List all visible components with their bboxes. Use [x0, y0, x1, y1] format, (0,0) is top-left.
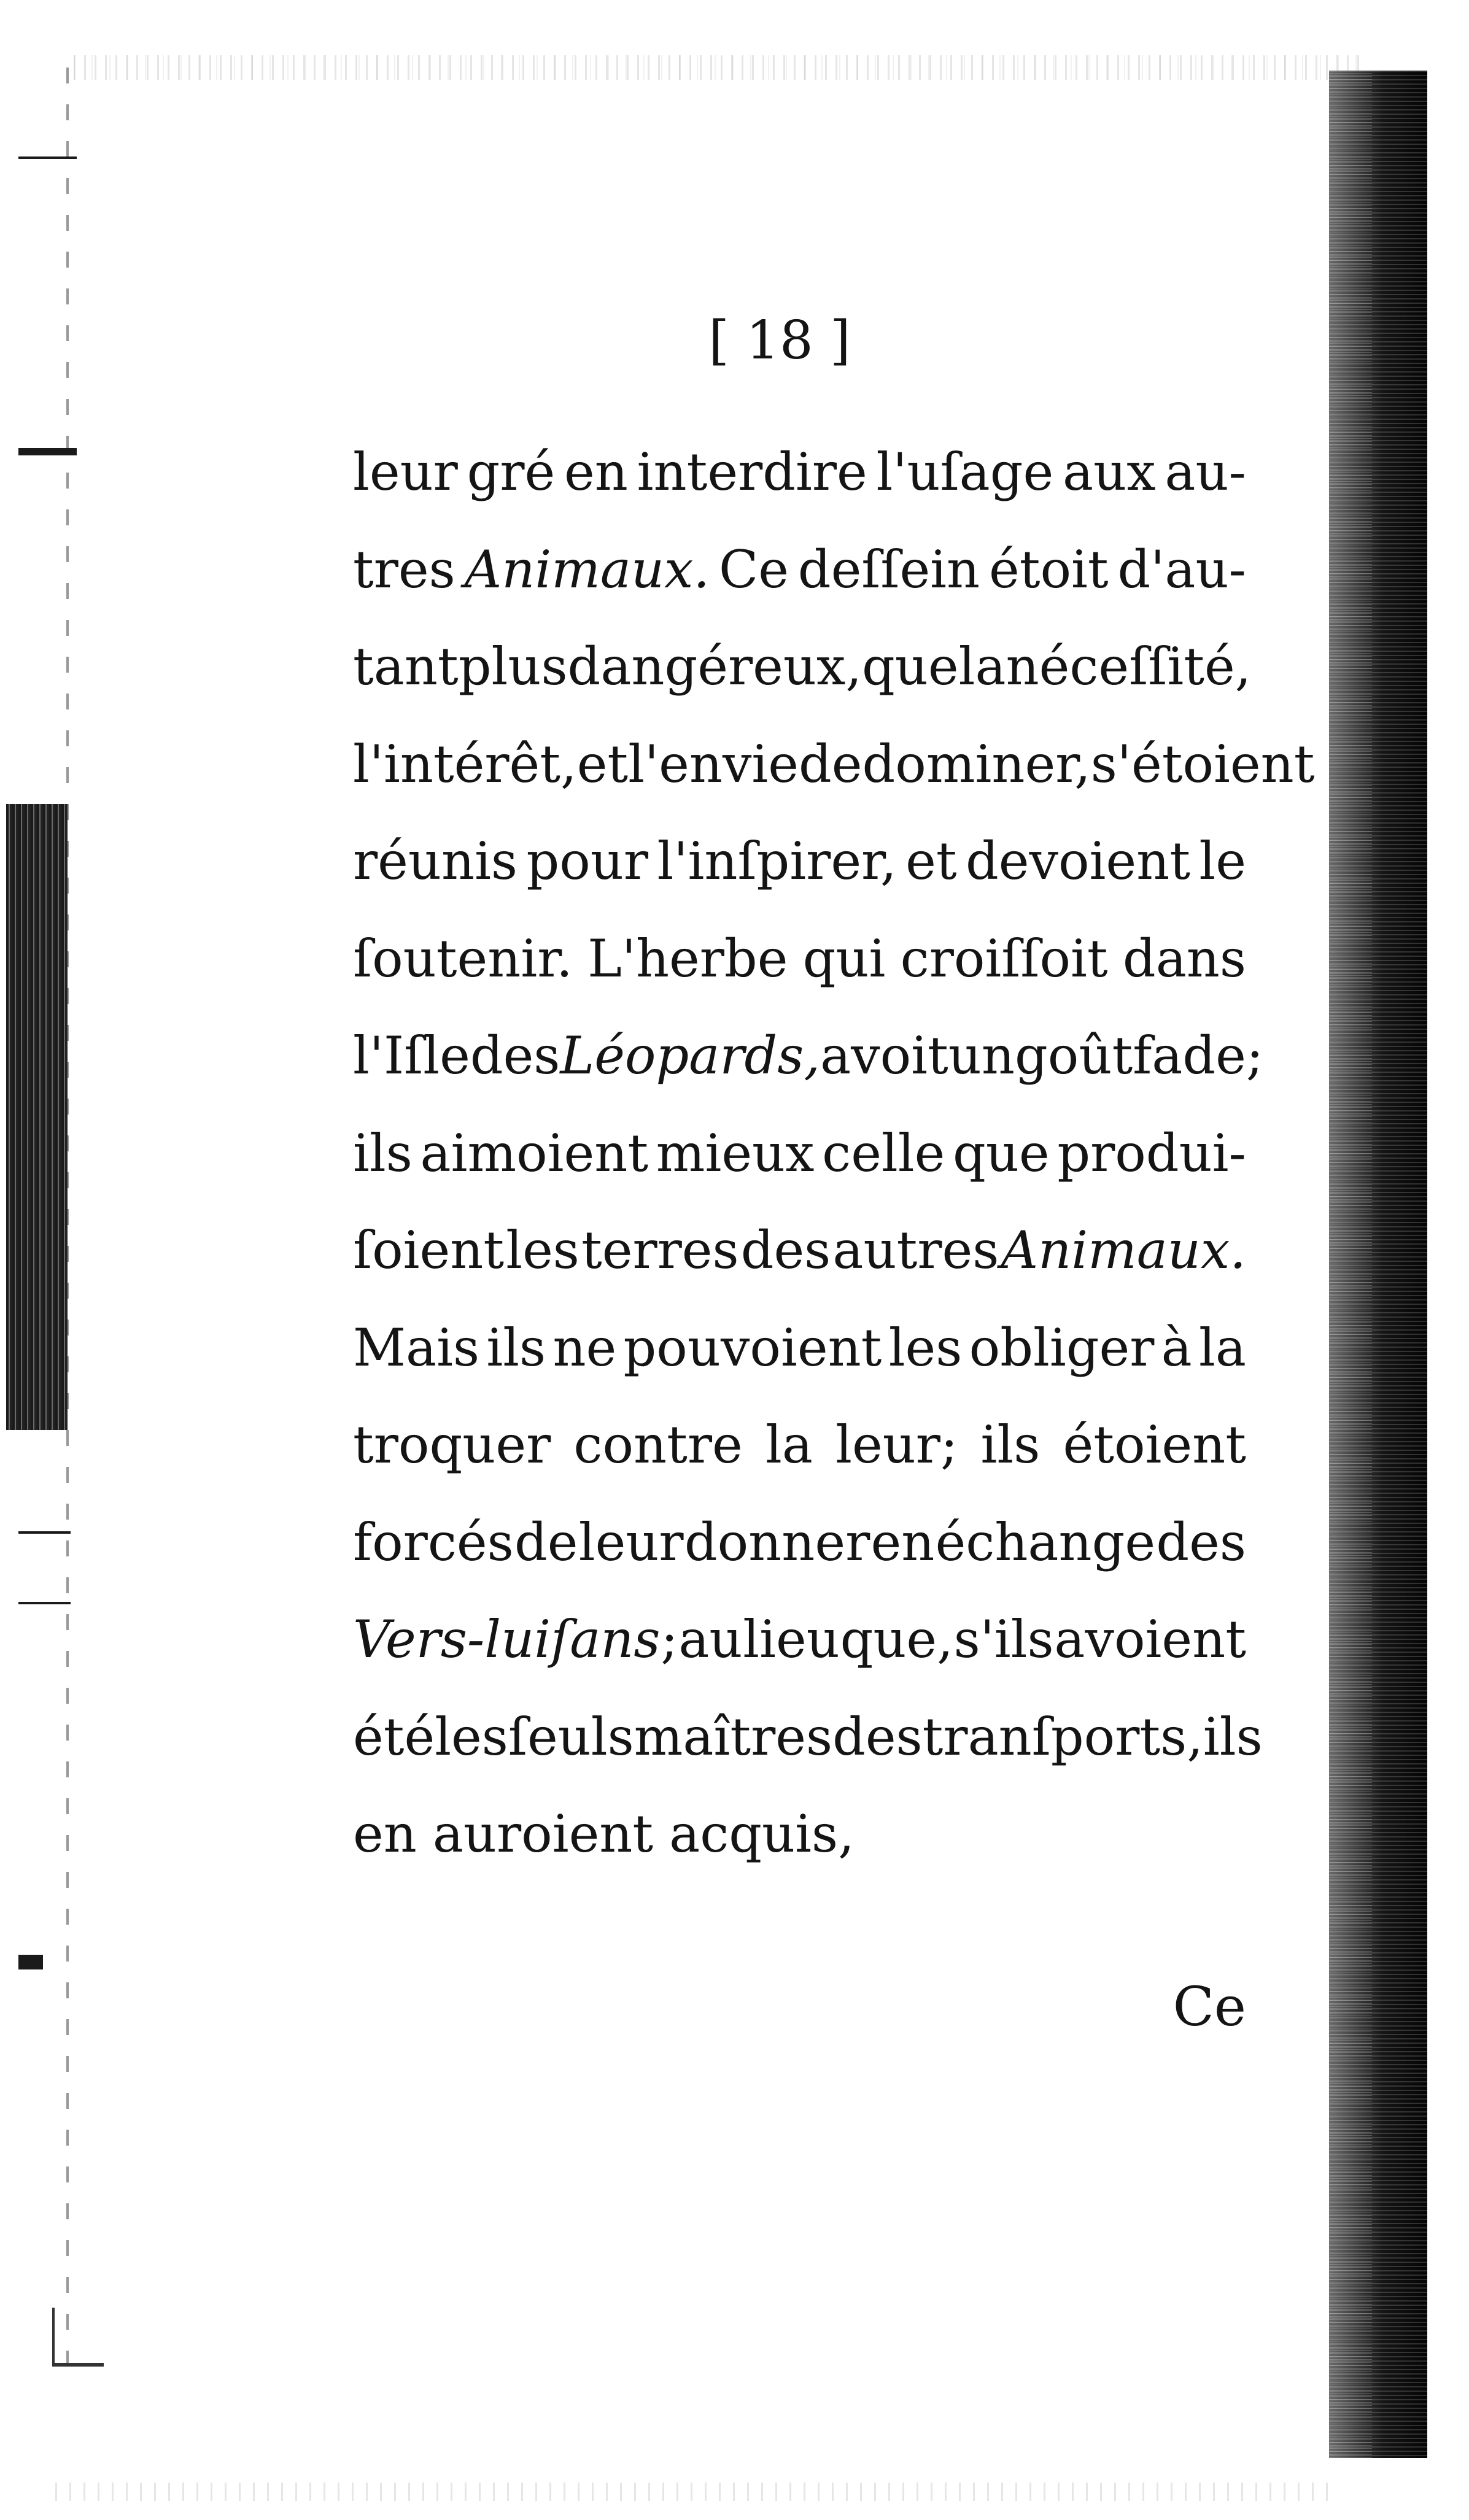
- text-line: [353, 813, 1246, 910]
- text-line: [353, 1202, 1246, 1299]
- body-text: [353, 423, 1315, 1883]
- left-margin-mark: [18, 1531, 71, 1534]
- word: que: [862, 636, 959, 697]
- italic-word: Animaux.: [464, 539, 710, 600]
- word: réunis: [353, 831, 518, 891]
- word: que,: [840, 1609, 953, 1669]
- word: gré: [467, 442, 556, 502]
- word: étoient: [1063, 1415, 1246, 1475]
- word: tant: [353, 636, 459, 697]
- word: des: [1156, 1512, 1246, 1572]
- word: des: [740, 1220, 831, 1280]
- word: ils: [1203, 1706, 1263, 1767]
- word: l'intérêt,: [353, 733, 577, 794]
- word: d'au-: [1117, 539, 1246, 600]
- book-gutter-texture: [1329, 71, 1372, 2458]
- word: aux: [1063, 442, 1156, 502]
- word: les: [888, 1317, 963, 1378]
- word: l'inſpirer,: [657, 831, 897, 891]
- word: pouvoient: [623, 1317, 882, 1378]
- word: ;: [661, 1609, 678, 1669]
- text-line: [353, 423, 1246, 521]
- word: la: [765, 1415, 813, 1475]
- left-margin-mark: [18, 1602, 71, 1604]
- word: celle: [822, 1123, 945, 1183]
- word: le: [1199, 831, 1246, 891]
- word: produi-: [1057, 1123, 1246, 1183]
- word: et: [905, 831, 957, 891]
- italic-word: Animaux.: [1001, 1220, 1246, 1280]
- word: avoit: [820, 1026, 948, 1086]
- word: deſſein: [797, 539, 980, 600]
- page-number: [ 18 ]: [708, 310, 851, 371]
- word: obliger: [969, 1317, 1155, 1378]
- word: dangéreux,: [567, 636, 862, 697]
- word: été: [353, 1706, 435, 1767]
- word: de: [514, 1512, 578, 1572]
- word: en: [564, 442, 628, 502]
- word: en: [353, 1804, 417, 1864]
- word: échange: [935, 1512, 1156, 1572]
- text-line: [353, 521, 1246, 619]
- left-margin-corner: [52, 2308, 104, 2367]
- text-line: [353, 1396, 1246, 1494]
- word: tranſports,: [922, 1706, 1203, 1767]
- word: la: [1198, 1317, 1246, 1378]
- word: l'uſage: [876, 442, 1054, 502]
- left-margin-mark: [18, 448, 77, 455]
- word: lieu: [743, 1609, 840, 1669]
- word: ſeuls: [508, 1706, 634, 1767]
- word: la: [958, 636, 1006, 697]
- word: s'étoient: [1090, 733, 1315, 794]
- word: étoit: [988, 539, 1109, 600]
- text-line: [353, 910, 1246, 1008]
- word: fade;: [1133, 1026, 1264, 1086]
- text-line: [353, 1591, 1246, 1688]
- word: acquis,: [669, 1804, 855, 1864]
- catchword: Ce: [1172, 1975, 1246, 2038]
- left-binding-bar: [6, 804, 68, 1430]
- word: les: [506, 1220, 579, 1280]
- word: ils: [980, 1415, 1041, 1475]
- text-line: [353, 1105, 1246, 1202]
- word: avoient: [1054, 1609, 1246, 1669]
- word: troquer: [353, 1415, 551, 1475]
- text-line: [353, 1785, 1246, 1883]
- word: ils: [486, 1317, 546, 1378]
- page-bottom-edge: [55, 2483, 1332, 2501]
- word: des: [832, 1706, 923, 1767]
- text-line: [353, 618, 1252, 716]
- word: dans: [1122, 928, 1246, 989]
- word: autres: [832, 1220, 999, 1280]
- word: un: [948, 1026, 1015, 1086]
- italic-word: Vers-luiſans: [353, 1609, 661, 1669]
- word: les: [435, 1706, 508, 1767]
- word: de: [799, 733, 862, 794]
- word: à: [1161, 1317, 1192, 1378]
- word: qui: [802, 928, 886, 989]
- word: néceſſité,: [1006, 636, 1252, 697]
- word: s'ils: [953, 1609, 1054, 1669]
- left-margin-mark: [18, 1955, 43, 1969]
- word: ſoient: [353, 1220, 505, 1280]
- word: leur;: [835, 1415, 958, 1475]
- text-line: [353, 1494, 1246, 1591]
- word: devoient: [966, 831, 1190, 891]
- word: plus: [458, 636, 568, 697]
- word: Ce: [718, 539, 789, 600]
- word: forcés: [353, 1512, 514, 1572]
- word: interdire: [637, 442, 867, 502]
- word: au-: [1165, 442, 1246, 502]
- word: que: [953, 1123, 1050, 1183]
- word: leur: [353, 442, 458, 502]
- word: l'envie: [628, 733, 799, 794]
- word: L'herbe: [587, 928, 788, 989]
- word: ils: [353, 1123, 413, 1183]
- word: des: [470, 1026, 560, 1086]
- word: et: [576, 733, 629, 794]
- word: Mais: [353, 1317, 480, 1378]
- word: goût: [1015, 1026, 1133, 1086]
- text-line: [353, 1688, 1263, 1786]
- word: contre: [573, 1415, 743, 1475]
- word: au: [678, 1609, 743, 1669]
- word: dominer,: [862, 733, 1091, 794]
- word: donner: [684, 1512, 870, 1572]
- text-line: [353, 1299, 1246, 1397]
- italic-word: Léopards,: [560, 1026, 821, 1086]
- word: ſoutenir.: [353, 928, 573, 989]
- word: mieux: [656, 1123, 815, 1183]
- word: l'Iſle: [353, 1026, 470, 1086]
- word: maîtres: [634, 1706, 833, 1767]
- word: leur: [578, 1512, 684, 1572]
- word: tres: [353, 539, 455, 600]
- word: ne: [552, 1317, 617, 1378]
- word: en: [870, 1512, 935, 1572]
- word: auroient: [432, 1804, 654, 1864]
- left-margin-mark: [18, 157, 77, 159]
- page-top-edge: [74, 55, 1363, 80]
- word: aimoient: [420, 1123, 649, 1183]
- text-line: [353, 1007, 1264, 1105]
- word: pour: [526, 831, 649, 891]
- word: terres: [581, 1220, 739, 1280]
- text-line: [353, 716, 1315, 813]
- word: croiſſoit: [900, 928, 1108, 989]
